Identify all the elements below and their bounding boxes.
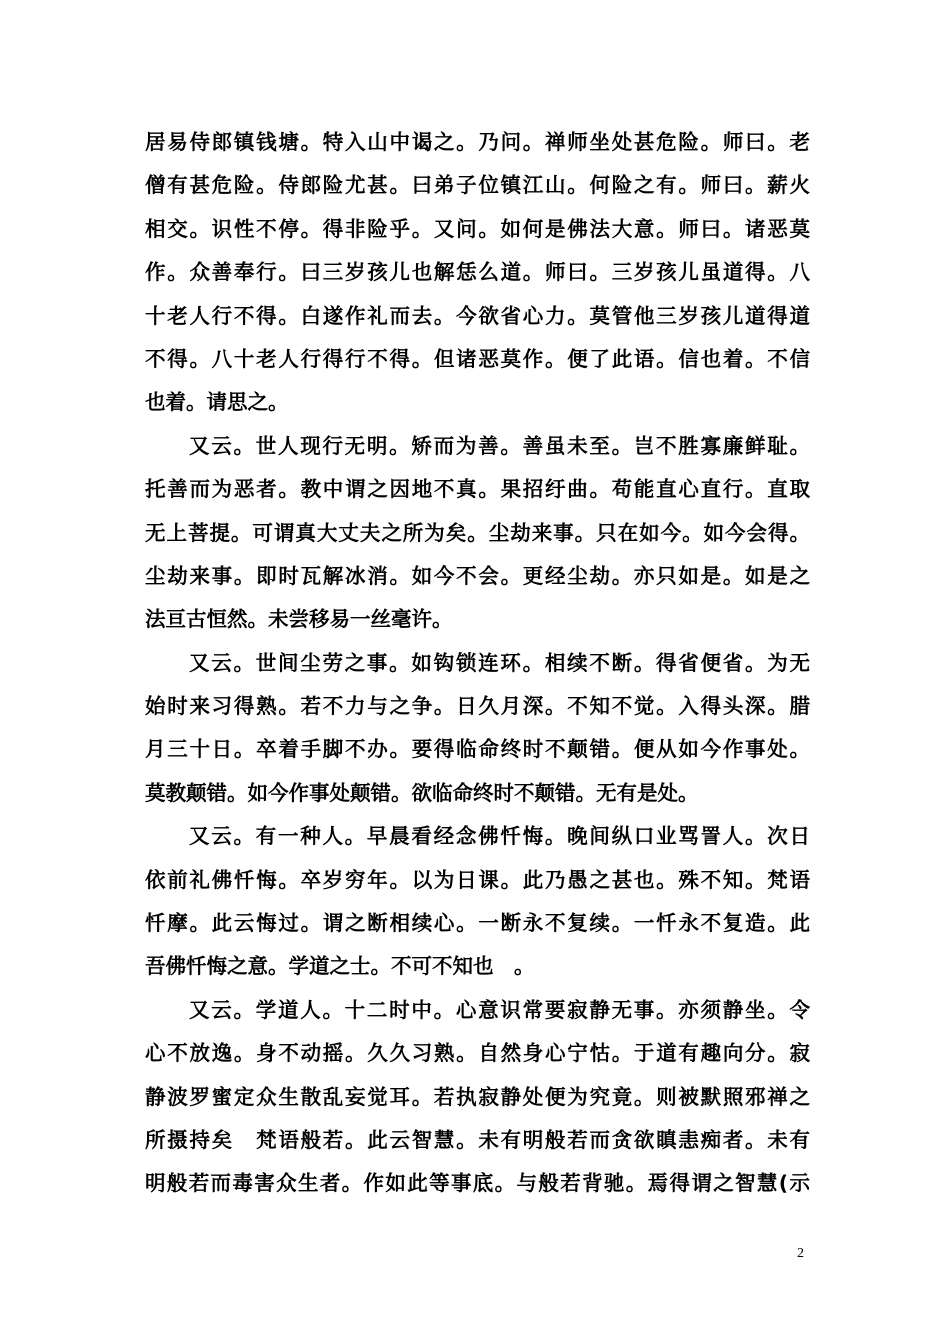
text-line: 静波罗蜜定众生散乱妄觉耳。若执寂静处便为究竟。则被默照邪禅之 [145,1084,810,1109]
text-line: 不得。八十老人行得行不得。但诸恶莫作。便了此语。信也着。不信 [145,346,810,371]
text-line: 忏摩。此云悔过。谓之断相续心。一断永不复续。一忏永不复造。此 [145,911,810,936]
paragraph-first-line: 又云。世间尘劳之事。如钩锁连环。相续不断。得省便省。为无 [189,650,810,675]
text-line: 依前礼佛忏悔。卒岁穷年。以为日课。此乃愚之甚也。殊不知。梵语 [145,867,810,892]
text-line: 吾佛忏悔之意。学道之士。不可不知也 。 [145,954,535,979]
text-line: 十老人行不得。白遂作礼而去。今欲省心力。莫管他三岁孩儿道得道 [145,303,810,328]
paragraph-first-line: 又云。学道人。十二时中。心意识常要寂静无事。亦须静坐。令 [189,997,810,1022]
text-line: 莫教颠错。如今作事处颠错。欲临命终时不颠错。无有是处。 [145,780,699,805]
text-line: 心不放逸。身不动摇。久久习熟。自然身心宁怙。于道有趣向分。寂 [145,1041,810,1066]
text-line: 始时来习得熟。若不力与之争。日久月深。不知不觉。入得头深。腊 [145,694,810,719]
text-line: 作。众善奉行。曰三岁孩儿也解恁么道。师曰。三岁孩儿虽道得。八 [145,260,810,285]
text-line: 法亘古恒然。未尝移易一丝毫许。 [145,607,453,632]
text-line: 所摄持矣 梵语般若。此云智慧。未有明般若而贪欲瞋恚痴者。未有 [145,1127,810,1152]
body-text [145,121,810,1206]
text-line: 相交。识性不停。得非险乎。又问。如何是佛法大意。师曰。诸恶莫 [145,216,810,241]
paragraph-first-line: 又云。世人现行无明。矫而为善。善虽未至。岂不胜寡廉鲜耻。 [189,433,810,458]
text-line: 明般若而毒害众生者。作如此等事底。与般若背驰。焉得谓之智慧(示 [145,1171,810,1196]
text-line: 月三十日。卒着手脚不办。要得临命终时不颠错。便从如今作事处。 [145,737,810,762]
text-line: 也着。请思之。 [145,390,289,415]
text-line: 僧有甚危险。侍郎险尤甚。曰弟子位镇江山。何险之有。师曰。薪火 [145,173,810,198]
text-line: 尘劫来事。即时瓦解冰消。如今不会。更经尘劫。亦只如是。如是之 [145,563,810,588]
text-line: 无上菩提。可谓真大丈夫之所为矣。尘劫来事。只在如今。如今会得。 [145,520,810,545]
text-line: 托善而为恶者。教中谓之因地不真。果招纡曲。苟能直心直行。直取 [145,477,810,502]
page-number: 2 [797,1246,804,1261]
paragraph-first-line: 又云。有一种人。早晨看经念佛忏悔。晚间纵口业骂詈人。次日 [189,824,810,849]
text-line: 居易侍郎镇钱塘。特入山中谒之。乃问。禅师坐处甚危险。师曰。老 [145,130,810,154]
